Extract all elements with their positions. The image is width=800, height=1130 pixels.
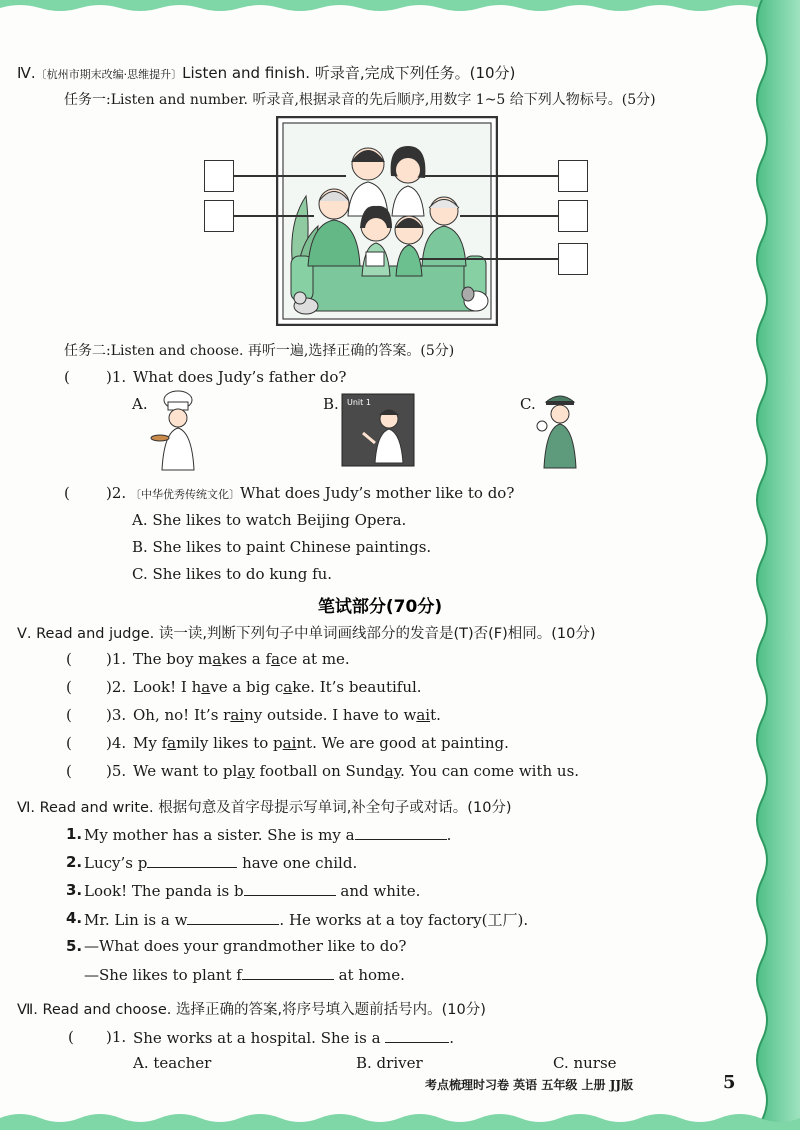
- sentence-part: Oh, no! It’s r: [133, 706, 231, 724]
- vi-item5-number: 5.: [66, 937, 83, 955]
- underlined-letters: ay: [384, 762, 401, 780]
- vi-item3-number: 3.: [66, 881, 83, 899]
- option-b-label: B.: [323, 395, 339, 413]
- answer-paren: (: [64, 484, 70, 502]
- vi-item1: [84, 825, 451, 844]
- vii-option-a: A. teacher: [133, 1054, 212, 1072]
- sentence-part: nt. We are good at painting.: [296, 734, 509, 752]
- answer-blank[interactable]: [242, 965, 334, 980]
- section-iv-title: Listen and finish. 听录音,完成下列任务。(10分): [182, 64, 516, 82]
- written-part-title: 笔试部分(70分): [317, 597, 443, 617]
- vi-item5-question: —What does your grandmother like to do?: [84, 937, 407, 955]
- q1-number: )1.: [106, 368, 127, 386]
- v-item-sentence: [133, 706, 441, 724]
- task2-instruction: 任务二:Listen and choose. 再听一遍,选择正确的答案。(5分): [64, 343, 455, 359]
- pointer-line: [420, 175, 558, 177]
- section-vi-header: Ⅵ. Read and write. 根据句意及首字母提示写单词,补全句子或对话。(10分): [17, 800, 512, 816]
- pointer-line: [234, 175, 346, 177]
- vi-item5-text: —She likes to plant f: [84, 966, 242, 984]
- q2-option-b: B. She likes to paint Chinese paintings.: [132, 538, 432, 556]
- q2-line: [130, 484, 514, 502]
- v-item-sentence: [133, 678, 422, 696]
- bottom-border-decoration: [0, 1104, 800, 1130]
- option-a-label: A.: [132, 395, 148, 413]
- number-box[interactable]: [558, 160, 588, 192]
- sentence-part: football on Sund: [254, 762, 385, 780]
- sentence-part: ke. It’s beautiful.: [292, 678, 422, 696]
- vii-q1-text: She works at a hospital. She is a: [133, 1029, 381, 1047]
- q2-option-c: C. She likes to do kung fu.: [132, 565, 333, 583]
- answer-paren: (: [66, 706, 72, 724]
- v-item-number: )2.: [106, 678, 127, 696]
- vi-item3-end: and white.: [340, 882, 421, 900]
- sentence-part: . You can come with us.: [400, 762, 580, 780]
- sentence-part: ny outside. I have to w: [244, 706, 417, 724]
- number-box[interactable]: [204, 160, 234, 192]
- vi-item3-text: Look! The panda is b: [84, 882, 244, 900]
- right-border-decoration: [740, 0, 800, 1130]
- sentence-part: t.: [430, 706, 441, 724]
- vi-item2-end: have one child.: [242, 854, 358, 872]
- vi-item2: [84, 853, 357, 872]
- v-item-number: )1.: [106, 650, 127, 668]
- task1-instruction: 任务一:Listen and number. 听录音,根据录音的先后顺序,用数字 1~5 给下列人物标号。(5分): [64, 92, 656, 108]
- sentence-part: The boy m: [133, 650, 213, 668]
- answer-paren: (: [64, 368, 70, 386]
- footer-text: 考点梳理时习卷 英语 五年级 上册 JJ版: [425, 1078, 634, 1092]
- vi-item4: [84, 909, 528, 930]
- answer-blank[interactable]: [147, 853, 237, 868]
- q1-text: What does Judy’s father do?: [133, 368, 347, 386]
- page-number: 5: [723, 1072, 736, 1093]
- vi-item5-end: at home.: [338, 966, 405, 984]
- v-item-number: )3.: [106, 706, 127, 724]
- option-c-label: C.: [520, 395, 536, 413]
- underlined-letters: ay: [237, 762, 255, 780]
- sentence-part: ce at me.: [280, 650, 350, 668]
- family-picture: [276, 116, 498, 326]
- teacher-image: [341, 393, 415, 467]
- underlined-letters: ai: [416, 706, 431, 724]
- sentence-part: Look! I h: [133, 678, 202, 696]
- v-item-number: )5.: [106, 762, 127, 780]
- underlined-letters: ai: [282, 734, 297, 752]
- section-iv-numeral: Ⅳ.: [17, 64, 36, 82]
- pointer-line: [460, 215, 558, 217]
- chef-image: [148, 390, 210, 472]
- vi-item3: [84, 881, 420, 900]
- vii-q1: She works at a hospital. She is a .: [133, 1029, 455, 1047]
- sentence-part: kes a f: [221, 650, 272, 668]
- v-item-sentence: [133, 734, 509, 752]
- vi-item1-text: My mother has a sister. She is my a: [84, 826, 355, 844]
- vi-item5-answer: [84, 965, 405, 984]
- number-box[interactable]: [204, 200, 234, 232]
- answer-paren: (: [66, 650, 72, 668]
- police-image: [536, 390, 584, 470]
- pointer-line: [234, 215, 314, 217]
- section-v-header: Ⅴ. Read and judge. 读一读,判断下列句子中单词画线部分的发音是(T)否(F)相同。(10分): [17, 626, 596, 642]
- answer-blank[interactable]: [385, 1028, 449, 1043]
- vi-item2-text: Lucy’s p: [84, 854, 148, 872]
- section-iv-header: [17, 62, 515, 83]
- vi-item2-number: 2.: [66, 853, 83, 871]
- answer-paren: (: [66, 734, 72, 752]
- sentence-part: mily likes to p: [176, 734, 283, 752]
- v-item-sentence: [133, 650, 350, 668]
- answer-paren: (: [66, 678, 72, 696]
- vii-option-b: B. driver: [356, 1054, 423, 1072]
- answer-paren: (: [68, 1028, 74, 1046]
- sentence-part: We want to pl: [133, 762, 238, 780]
- vi-item1-number: 1.: [66, 825, 83, 843]
- underlined-letters: ai: [230, 706, 245, 724]
- answer-blank[interactable]: [355, 825, 447, 840]
- q2-text: What does Judy’s mother like to do?: [240, 484, 515, 502]
- q2-tag: 〔中华优秀传统文化〕: [130, 488, 240, 501]
- pointer-line: [420, 258, 558, 260]
- vi-item4-text: Mr. Lin is a w: [84, 911, 188, 929]
- sentence-part: My f: [133, 734, 168, 752]
- number-box[interactable]: [558, 200, 588, 232]
- vii-option-c: C. nurse: [553, 1054, 617, 1072]
- v-item-sentence: [133, 762, 579, 780]
- v-item-number: )4.: [106, 734, 127, 752]
- section-vii-header: Ⅶ. Read and choose. 选择正确的答案,将序号填入题前括号内。(10分): [17, 1002, 486, 1018]
- vii-q1-number: )1.: [106, 1028, 127, 1046]
- q2-number: )2.: [106, 484, 127, 502]
- vi-item4-end: . He works at a toy factory(工厂).: [279, 911, 529, 929]
- underlined-letters: a: [271, 650, 281, 668]
- underlined-letters: a: [201, 678, 211, 696]
- answer-blank[interactable]: [244, 881, 336, 896]
- vi-item1-end: .: [446, 826, 452, 844]
- answer-blank[interactable]: [187, 910, 279, 925]
- q2-option-a: A. She likes to watch Beijing Opera.: [132, 511, 407, 529]
- board-text: Unit 1: [347, 398, 371, 407]
- number-box[interactable]: [558, 243, 588, 275]
- underlined-letters: a: [167, 734, 177, 752]
- top-border-decoration: [0, 0, 800, 22]
- sentence-part: ve a big c: [210, 678, 284, 696]
- section-iv-tag: 〔杭州市期末改编·思维提升〕: [35, 68, 183, 81]
- underlined-letters: a: [283, 678, 293, 696]
- vi-item4-number: 4.: [66, 909, 83, 927]
- answer-paren: (: [66, 762, 72, 780]
- underlined-letters: a: [212, 650, 222, 668]
